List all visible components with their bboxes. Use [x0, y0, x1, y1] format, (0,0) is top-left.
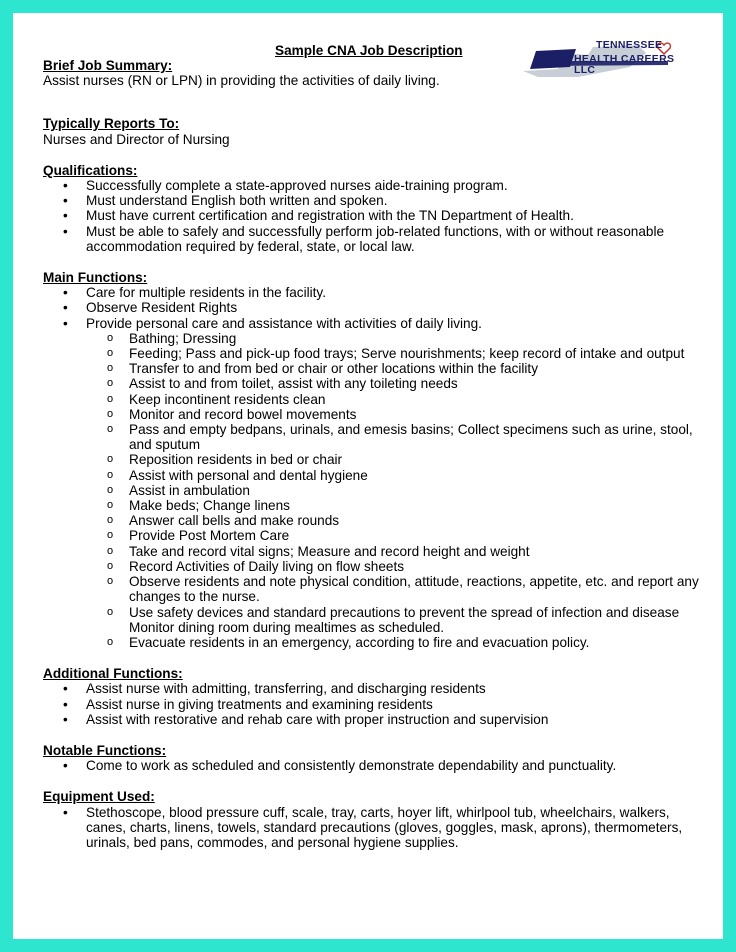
list-item: • Must be able to safely and successfully perform job-related functions, with or without reasonable accommodation required by federal, state, or local law. — [63, 223, 665, 254]
document-body — [43, 43, 703, 850]
document-title: Sample CNA Job Description — [275, 43, 463, 58]
list-item: • Care for multiple residents in the facility. — [63, 285, 327, 301]
equipment-list — [43, 805, 703, 851]
sub-list-item: o Make beds; Change linens — [107, 498, 290, 514]
sub-list-item: o Answer call bells and make rounds — [107, 513, 340, 529]
notable-functions-heading: Notable Functions: — [43, 742, 167, 758]
list-item: • Come to work as scheduled and consistently demonstrate dependability and punctuality. — [63, 758, 617, 774]
sub-list-item: o Assist to and from toilet, assist with any toileting needs — [107, 376, 458, 392]
sub-list-item: o Assist with personal and dental hygiene — [107, 467, 368, 483]
list-item: • Must understand English both written and spoken. — [63, 193, 388, 209]
sub-list-item: o Monitor and record bowel movements — [107, 406, 357, 422]
logo-line-2: HEALTH CAREERS LLC — [574, 53, 675, 76]
qualifications-heading: Qualifications: — [43, 162, 138, 178]
notable-functions-list — [43, 758, 703, 773]
main-functions-heading: Main Functions: — [43, 270, 148, 286]
equipment-heading: Equipment Used: — [43, 789, 155, 805]
main-functions-list — [43, 285, 703, 331]
sub-list-item: o Feeding; Pass and pick-up food trays; Serve nourishments; keep record of intake and output — [107, 346, 685, 362]
sub-list-item: o Transfer to and from bed or chair or other locations within the facility — [107, 361, 539, 377]
sub-list-item: o Pass and empty bedpans, urinals, and emesis basins; Collect specimens such as urine, stool, and sputum — [107, 422, 693, 453]
reports-to-heading: Typically Reports To: — [43, 116, 180, 132]
sub-list-item: o Keep incontinent residents clean — [107, 391, 326, 407]
list-item: • Assist with restorative and rehab care with proper instruction and supervision — [63, 711, 549, 727]
sub-list-item: o Provide Post Mortem Care — [107, 528, 290, 544]
sub-list-item: o Observe residents and note physical condition, attitude, reactions, appetite, etc. and report any changes to the nurse. — [107, 574, 699, 605]
sub-list-item: o Take and record vital signs; Measure and record height and weight — [107, 543, 530, 559]
list-item: • Stethoscope, blood pressure cuff, scale, tray, carts, hoyer lift, whirlpool tub, wheelchairs, walkers, canes, charts, linens, towels, standard precautions (gloves, goggles, mask, aprons), thermometers, urinals, bed pans, commodes, and personal hygiene supplies. — [63, 804, 683, 850]
qualifications-list — [43, 178, 703, 254]
additional-functions-heading: Additional Functions: — [43, 666, 183, 682]
logo-line-1: TENNESSEE — [596, 39, 663, 51]
document-page — [13, 13, 723, 939]
sub-list-item: o Reposition residents in bed or chair — [107, 452, 343, 468]
list-item: • Assist nurse with admitting, transferring, and discharging residents — [63, 681, 486, 697]
sub-list-item: o Assist in ambulation — [107, 482, 250, 498]
list-item: • Successfully complete a state-approved nurses aide-training program. — [63, 178, 508, 194]
list-item: • Assist nurse in giving treatments and examining residents — [63, 696, 433, 712]
sub-list-item: o Record Activities of Daily living on flow sheets — [107, 558, 405, 574]
brief-summary-text: Assist nurses (RN or LPN) in providing the activities of daily living. — [43, 73, 440, 89]
reports-to-text: Nurses and Director of Nursing — [43, 131, 230, 147]
list-item: • Must have current certification and registration with the TN Department of Health. — [63, 208, 574, 224]
sub-list-item: o Use safety devices and standard precautions to prevent the spread of infection and disease Monitor dining room during mealtimes as scheduled. — [107, 604, 680, 635]
daily-living-sublist — [43, 331, 703, 650]
sub-list-item: o Bathing; Dressing — [107, 330, 237, 346]
list-item: • Observe Resident Rights — [63, 300, 238, 316]
list-item: • Provide personal care and assistance with activities of daily living. — [63, 315, 482, 331]
additional-functions-list — [43, 681, 703, 727]
sub-list-item: o Evacuate residents in an emergency, according to fire and evacuation policy. — [107, 634, 590, 650]
brief-summary-heading: Brief Job Summary: — [43, 58, 173, 73]
